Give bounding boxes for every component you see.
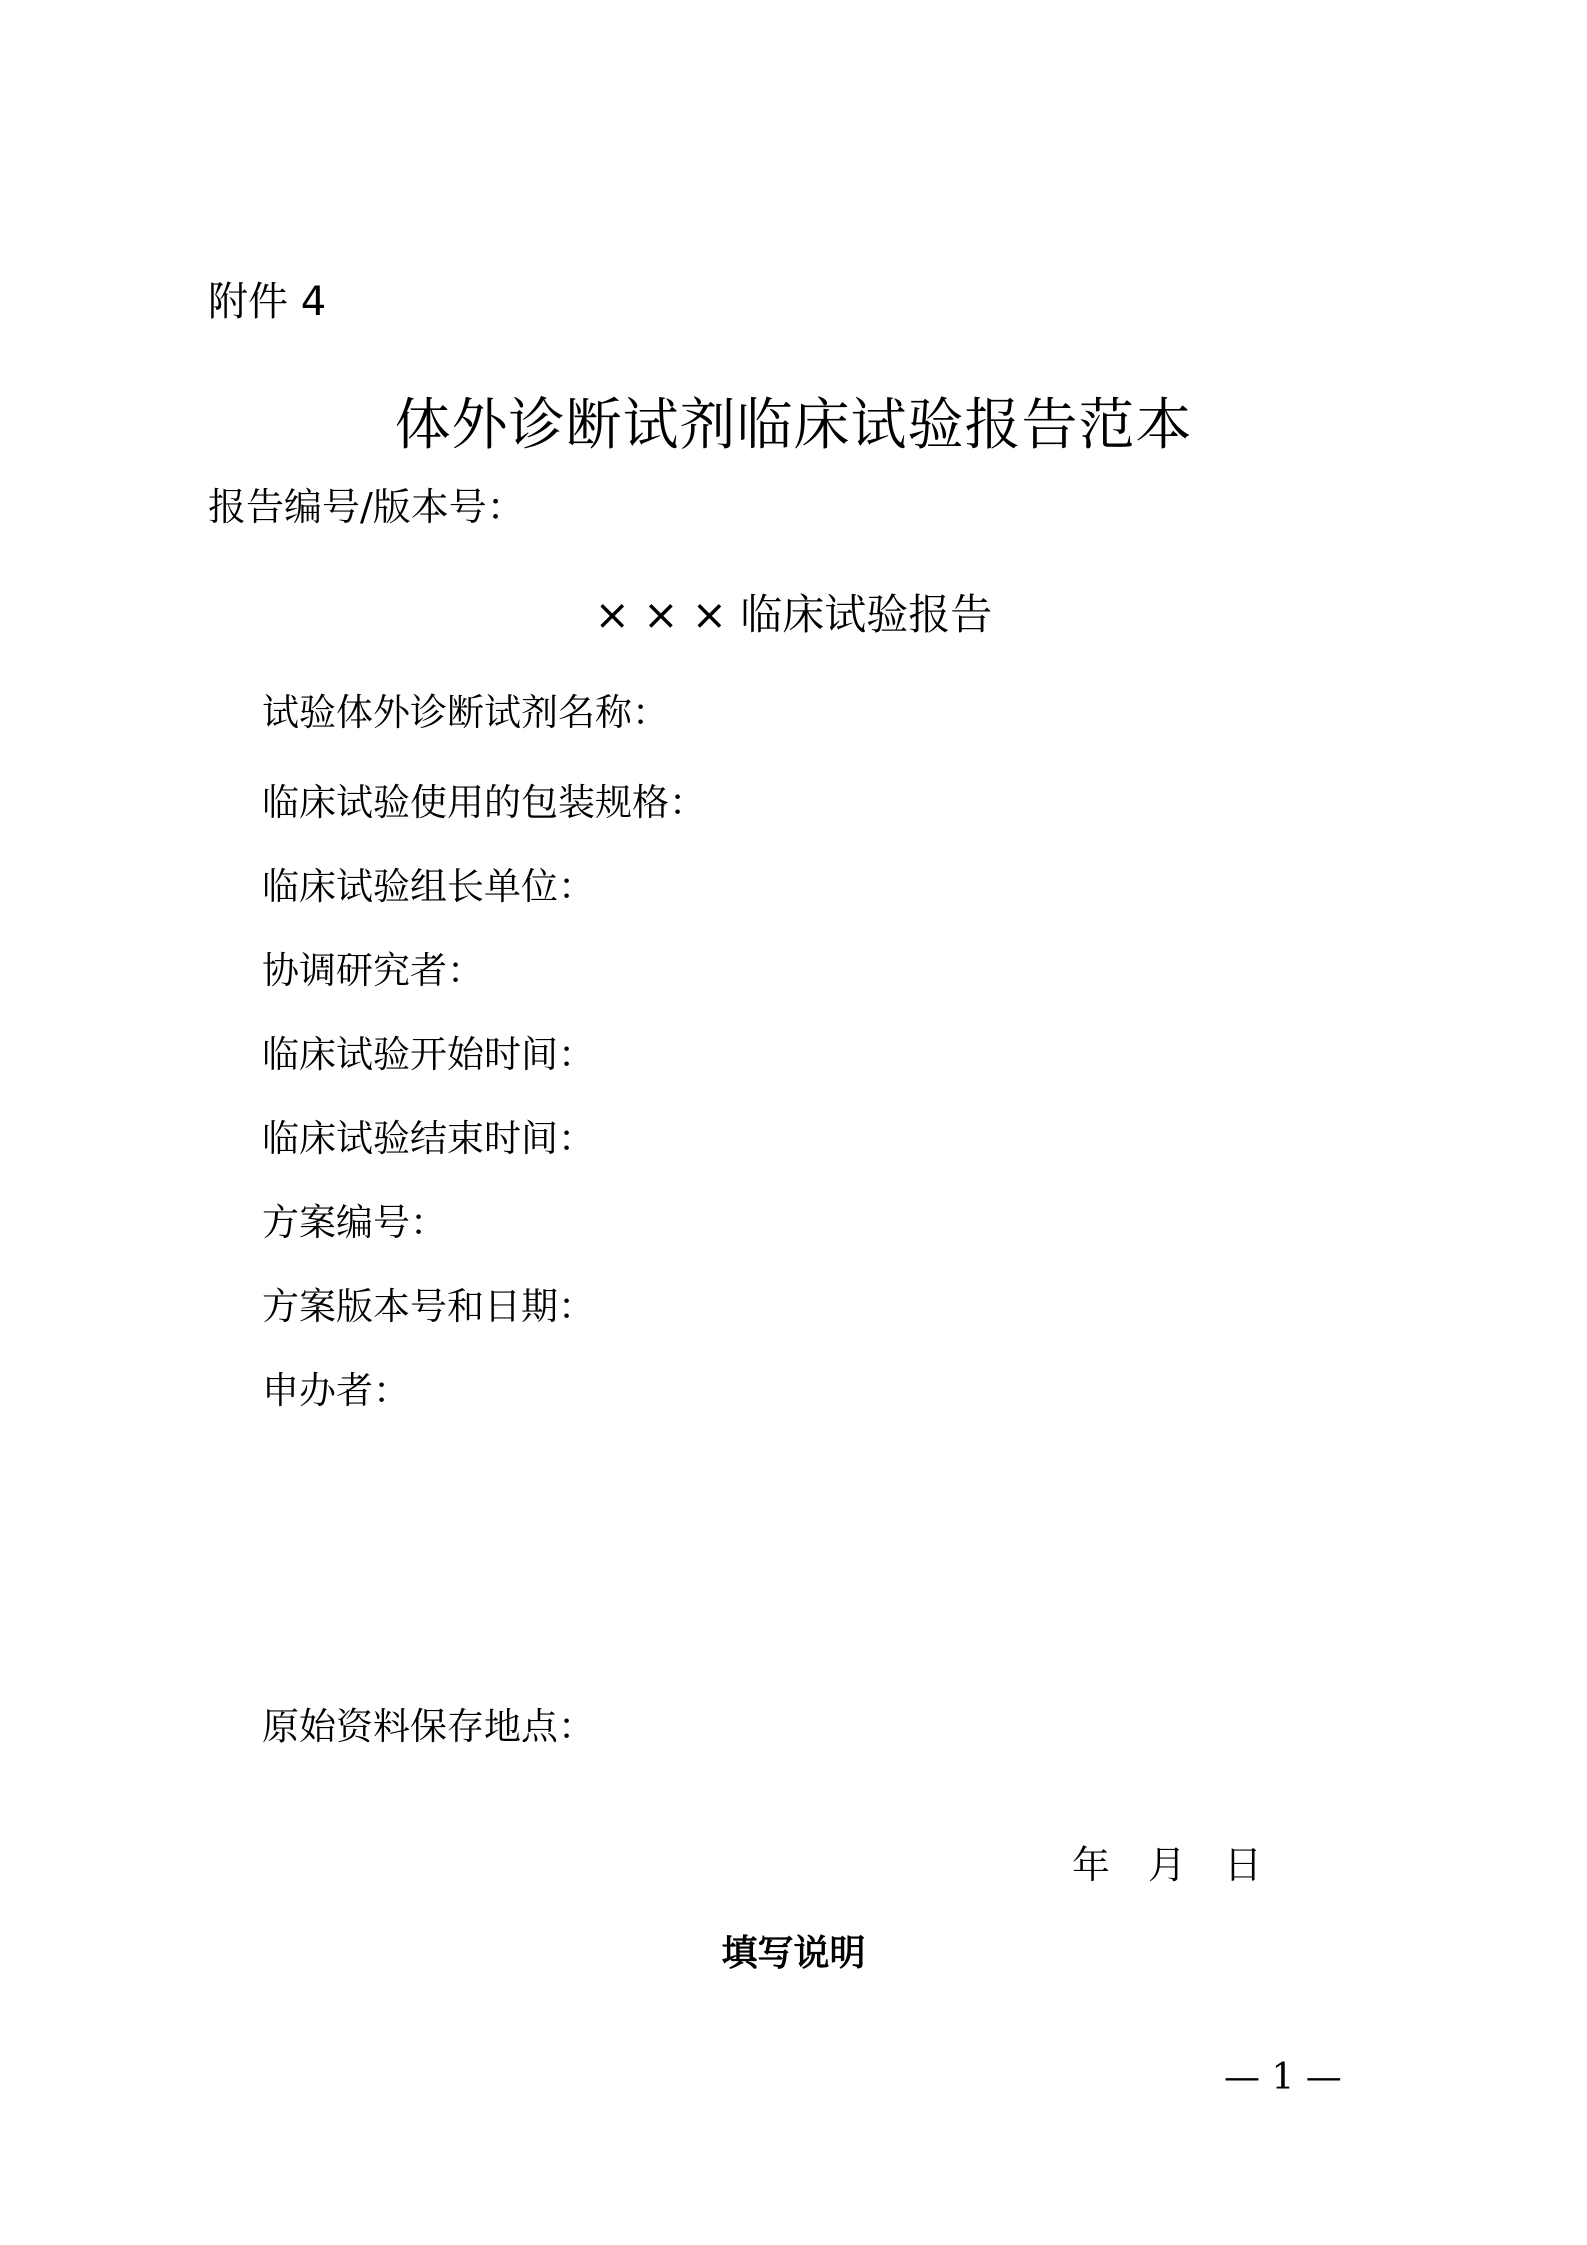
page-number: — 1 —: [1224, 2057, 1342, 2098]
field-protocol-number: 方案编号：: [262, 1201, 447, 1244]
field-package-spec: 临床试验使用的包装规格：: [262, 781, 706, 824]
field-end-time: 临床试验结束时间：: [262, 1117, 595, 1160]
field-protocol-version-date: 方案版本号和日期：: [262, 1285, 595, 1328]
date-line: [1072, 1843, 1263, 1887]
date-year: 年: [1072, 1843, 1111, 1887]
attachment-label: 附件 4: [208, 279, 327, 325]
field-coordinating-investigator: 协调研究者：: [262, 949, 484, 992]
main-title: 体外诊断试剂临床试验报告范本: [394, 393, 1193, 458]
report-number-label: 报告编号/版本号：: [208, 485, 525, 529]
instructions-title: 填写说明: [721, 1933, 866, 1974]
date-month: 月: [1148, 1843, 1187, 1887]
field-reagent-name: 试验体外诊断试剂名称：: [262, 691, 669, 734]
field-lead-unit: 临床试验组长单位：: [262, 865, 595, 908]
field-start-time: 临床试验开始时间：: [262, 1033, 595, 1076]
date-day: 日: [1224, 1843, 1263, 1887]
field-storage-location: 原始资料保存地点：: [262, 1705, 595, 1748]
field-sponsor: 申办者：: [262, 1369, 410, 1412]
report-title: × × × 临床试验报告: [594, 590, 993, 639]
